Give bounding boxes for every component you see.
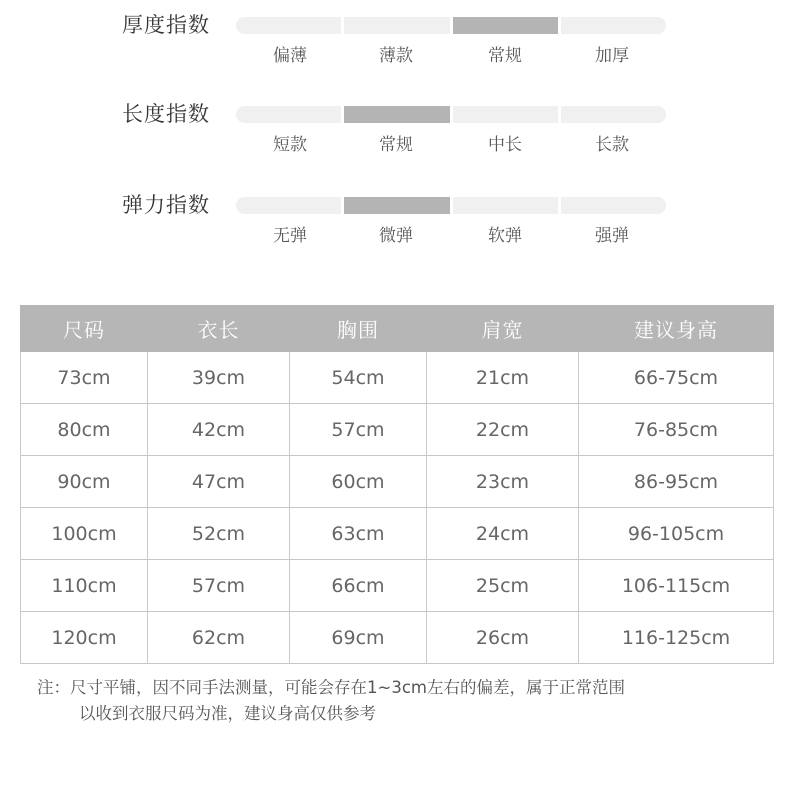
table-cell: 80cm [21, 404, 148, 456]
table-cell: 42cm [148, 404, 290, 456]
table-cell: 66-75cm [579, 352, 774, 404]
indicator-option-label: 薄款 [379, 46, 413, 66]
table-cell: 22cm [427, 404, 579, 456]
table-cell: 96-105cm [579, 508, 774, 560]
indicator-option-label: 短款 [273, 135, 307, 155]
table-row [21, 508, 774, 560]
indicator-title: 长度指数 [122, 102, 210, 126]
measurement-note [37, 675, 625, 727]
table-row [21, 560, 774, 612]
table-cell: 21cm [427, 352, 579, 404]
indicator-segment [453, 106, 558, 123]
table-header-row [21, 306, 774, 352]
table-cell: 26cm [427, 612, 579, 664]
indicator-option-label: 中长 [488, 135, 522, 155]
table-cell: 54cm [290, 352, 427, 404]
indicator-segment [344, 17, 450, 34]
table-cell: 23cm [427, 456, 579, 508]
table-cell: 120cm [21, 612, 148, 664]
indicator-option-label: 加厚 [595, 46, 629, 66]
table-row [21, 456, 774, 508]
indicator-title: 弹力指数 [122, 193, 210, 217]
table-cell: 60cm [290, 456, 427, 508]
table-cell: 73cm [21, 352, 148, 404]
table-cell: 106-115cm [579, 560, 774, 612]
table-cell: 63cm [290, 508, 427, 560]
note-line-2: 以收到衣服尺码为准，建议身高仅供参考 [79, 704, 376, 723]
indicator-segment [453, 197, 558, 214]
table-cell: 57cm [148, 560, 290, 612]
column-header-length: 衣长 [148, 306, 290, 352]
table-cell: 90cm [21, 456, 148, 508]
indicator-segment [561, 106, 666, 123]
indicator-option-label: 长款 [595, 135, 629, 155]
indicator-segment [561, 17, 666, 34]
table-cell: 66cm [290, 560, 427, 612]
indicator-option-label: 微弹 [379, 226, 413, 246]
indicator-segment-selected [344, 197, 450, 214]
indicator-segment [236, 197, 341, 214]
indicator-segment [236, 17, 341, 34]
table-cell: 52cm [148, 508, 290, 560]
table-cell: 100cm [21, 508, 148, 560]
indicator-segment-selected [344, 106, 450, 123]
indicator-option-label: 软弹 [488, 226, 522, 246]
indicator-segment [236, 106, 341, 123]
table-row [21, 404, 774, 456]
column-header-size: 尺码 [21, 306, 148, 352]
table-cell: 69cm [290, 612, 427, 664]
column-header-chest: 胸围 [290, 306, 427, 352]
size-table [20, 305, 774, 664]
table-cell: 24cm [427, 508, 579, 560]
indicator-option-label: 常规 [488, 46, 522, 66]
table-cell: 25cm [427, 560, 579, 612]
indicator-segment [561, 197, 666, 214]
indicator-segment-selected [453, 17, 558, 34]
table-cell: 47cm [148, 456, 290, 508]
table-cell: 76-85cm [579, 404, 774, 456]
table-cell: 110cm [21, 560, 148, 612]
indicator-thickness [0, 10, 790, 80]
indicator-option-label: 无弹 [273, 226, 307, 246]
column-header-shoulder: 肩宽 [427, 306, 579, 352]
note-line-1: 注：尺寸平铺，因不同手法测量，可能会存在1~3cm左右的偏差，属于正常范围 [37, 678, 625, 697]
table-row [21, 612, 774, 664]
indicator-option-label: 常规 [379, 135, 413, 155]
table-cell: 57cm [290, 404, 427, 456]
indicator-title: 厚度指数 [122, 13, 210, 37]
indicator-option-label: 强弹 [595, 226, 629, 246]
indicator-length [0, 99, 790, 169]
indicator-option-label: 偏薄 [273, 46, 307, 66]
table-cell: 62cm [148, 612, 290, 664]
column-header-height: 建议身高 [579, 306, 774, 352]
table-row [21, 352, 774, 404]
table-cell: 39cm [148, 352, 290, 404]
indicator-elasticity [0, 190, 790, 260]
table-cell: 86-95cm [579, 456, 774, 508]
table-cell: 116-125cm [579, 612, 774, 664]
